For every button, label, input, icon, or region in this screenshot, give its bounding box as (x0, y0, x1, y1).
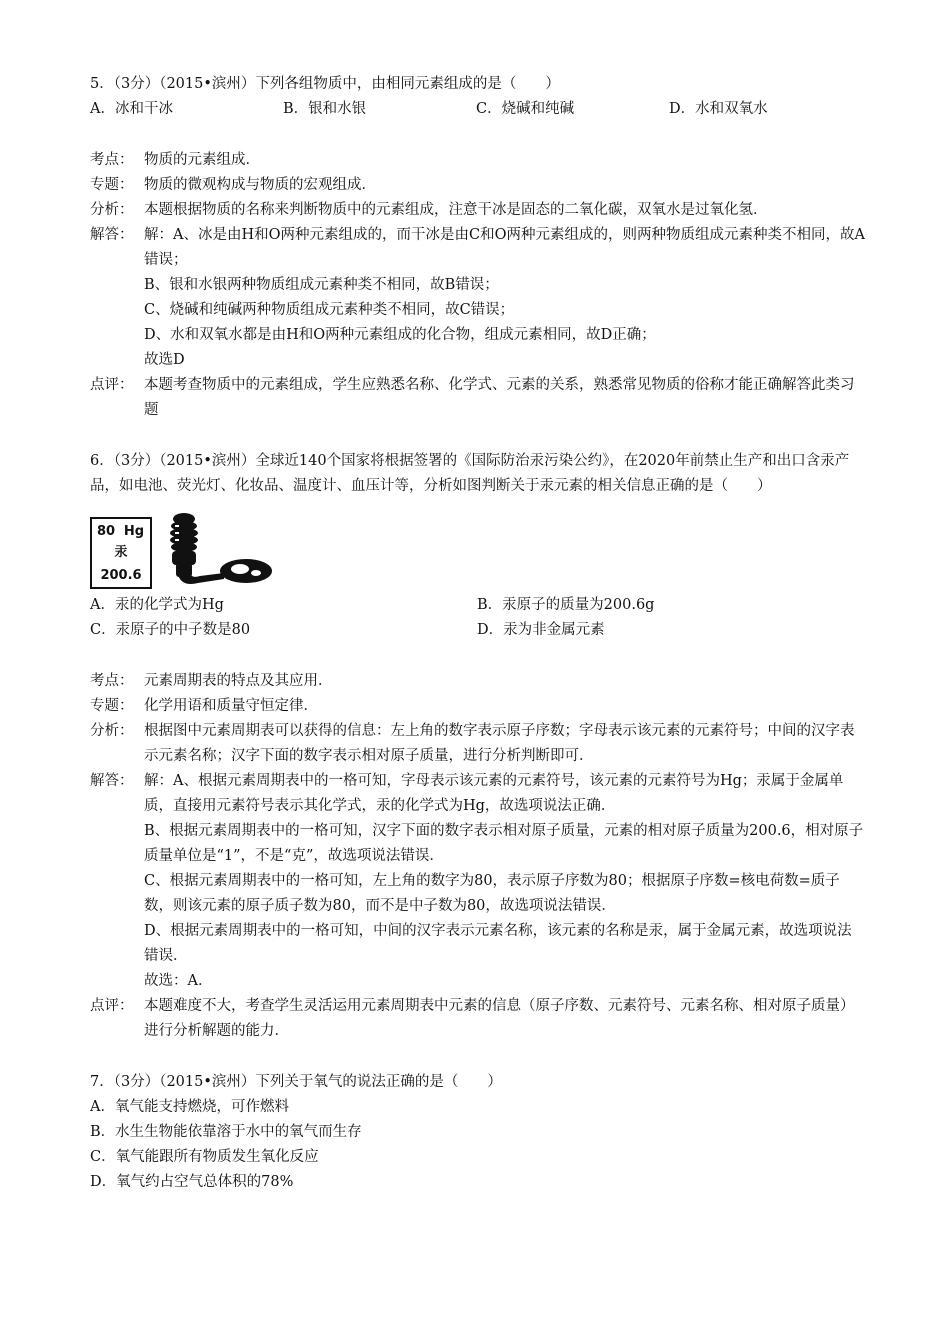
q7-stem: 7．（3分）（2015•滨州）下列关于氧气的说法正确的是（ ） (90, 1074, 502, 1090)
q5-zhuanti: 物质的微观构成与物质的宏观组成． (144, 177, 376, 193)
q6-jieda-line: 故选：A． (144, 973, 213, 989)
q5-dianping-label: 点评： (90, 377, 134, 393)
q6-option-a: A．汞的化学式为Hg (90, 597, 224, 613)
q6-analysis (90, 669, 865, 1044)
q6-fenxi: 根据图中元素周期表可以获得的信息：左上角的数字表示原子序数；字母表示该元素的元素符号；中间的汉字表示元素名称；汉字下面的数字表示相对原子质量，进行分析判断即可． (144, 723, 855, 764)
q6-option-b: B．汞原子的质量为200.6g (477, 597, 655, 613)
q5-option-b: B．银和水银 (283, 101, 367, 117)
q6-option-c: C．汞原子的中子数是80 (90, 622, 251, 638)
periodic-table-cell (90, 517, 152, 589)
q6-options-row-2 (90, 618, 865, 643)
q6-dianping: 本题难度不大，考查学生灵活运用元素周期表中元素的信息（原子序数、元素符号、元素名称、相对原子质量）进行分析解题的能力． (144, 998, 855, 1039)
element-symbol: Hg (123, 524, 144, 539)
q5-dianping: 本题考查物质中的元素组成，学生应熟悉名称、化学式、元素的关系，熟悉常见物质的俗称才能正确解答此类习题 (144, 377, 855, 418)
q6-option-d: D．汞为非金属元素 (477, 622, 605, 638)
q5-jieda-label: 解答： (90, 227, 134, 243)
q5-kaodian-label: 考点： (90, 152, 134, 168)
q6-jieda-line: 解：A、根据元素周期表中的一格可知，字母表示该元素的元素符号，该元素的元素符号为Hg；汞属于金属单质，直接用元素符号表示其化学式，汞的化学式为Hg，故选项说法正确． (144, 773, 844, 814)
q5-option-c: C．烧碱和纯碱 (476, 101, 575, 117)
atomic-mass: 200.6 (100, 568, 142, 583)
q6-jieda-line: C、根据元素周期表中的一格可知，左上角的数字为80，表示原子序数为80；根据原子序数=核电荷数=质子数，则该元素的原子质子数为80，而不是中子数为80，故选项说法错误． (144, 873, 840, 914)
element-name: 汞 (114, 545, 128, 560)
q5-options (90, 97, 865, 122)
q5-zhuanti-label: 专题： (90, 177, 134, 193)
q6-zhuanti: 化学用语和质量守恒定律． (144, 698, 318, 714)
q5-jieda-line: D、水和双氧水都是由H和O两种元素组成的化合物，组成元素相同，故D正确； (144, 327, 656, 343)
q6-zhuanti-label: 专题： (90, 698, 134, 714)
q6-jieda-label: 解答： (90, 773, 134, 789)
q6-jieda-line: B、根据元素周期表中的一格可知，汉字下面的数字表示相对原子质量，元素的相对原子质量为200.6，相对原子质量单位是“1”，不是“克”，故选项说法错误． (144, 823, 864, 864)
q6-figure (90, 511, 865, 589)
q7-option-d: D．氧气约占空气总体积的78% (90, 1174, 294, 1190)
q5-jieda-line: B、银和水银两种物质组成元素种类不相同，故B错误； (144, 277, 499, 293)
q7-option-b: B．水生生物能依靠溶于水中的氧气而生存 (90, 1124, 362, 1140)
q6-kaodian-label: 考点： (90, 673, 134, 689)
atomic-number: 80 (97, 524, 116, 539)
q5-fenxi-label: 分析： (90, 202, 134, 218)
q6-stem: 6．（3分）（2015•滨州）全球近140个国家将根据签署的《国际防治汞污染公约》，在2020年前禁止生产和出口含汞产品，如电池、荧光灯、化妆品、温度计、血压计等，分析如图判断关于汞元素的相关信息正确的是（ ） (90, 453, 850, 494)
q5-jieda-line: 故选D (144, 352, 185, 368)
q5-kaodian: 物质的元素组成． (144, 152, 260, 168)
q5-jieda-line: C、烧碱和纯碱两种物质组成元素种类不相同，故C错误； (144, 302, 515, 318)
q7-option-c: C．氧气能跟所有物质发生氧化反应 (90, 1149, 319, 1165)
q6-dianping-label: 点评： (90, 998, 134, 1014)
q6-kaodian: 元素周期表的特点及其应用． (144, 673, 333, 689)
q6-jieda-line: D、根据元素周期表中的一格可知，中间的汉字表示元素名称，该元素的名称是汞，属于金属元素，故选项说法错误． (144, 923, 852, 964)
q6-fenxi-label: 分析： (90, 723, 134, 739)
q5-fenxi: 本题根据物质的名称来判断物质中的元素组成，注意干冰是固态的二氧化碳，双氧水是过氧化氢． (144, 202, 768, 218)
q7-option-a: A．氧气能支持燃烧，可作燃料 (90, 1099, 289, 1115)
q5-jieda-line: 解：A、冰是由H和O两种元素组成的，而干冰是由C和O两种元素组成的，则两种物质组成元素种类不相同，故A错误； (144, 227, 865, 268)
q5-analysis (90, 148, 865, 423)
q6-options-row-1 (90, 593, 865, 618)
q5-option-a: A．冰和干冰 (90, 101, 173, 117)
document-page (90, 72, 865, 1195)
q5-stem: 5．（3分）（2015•滨州）下列各组物质中，由相同元素组成的是（ ） (90, 76, 560, 92)
mercury-products-illustration (164, 511, 274, 589)
q5-option-d: D．水和双氧水 (669, 101, 768, 117)
